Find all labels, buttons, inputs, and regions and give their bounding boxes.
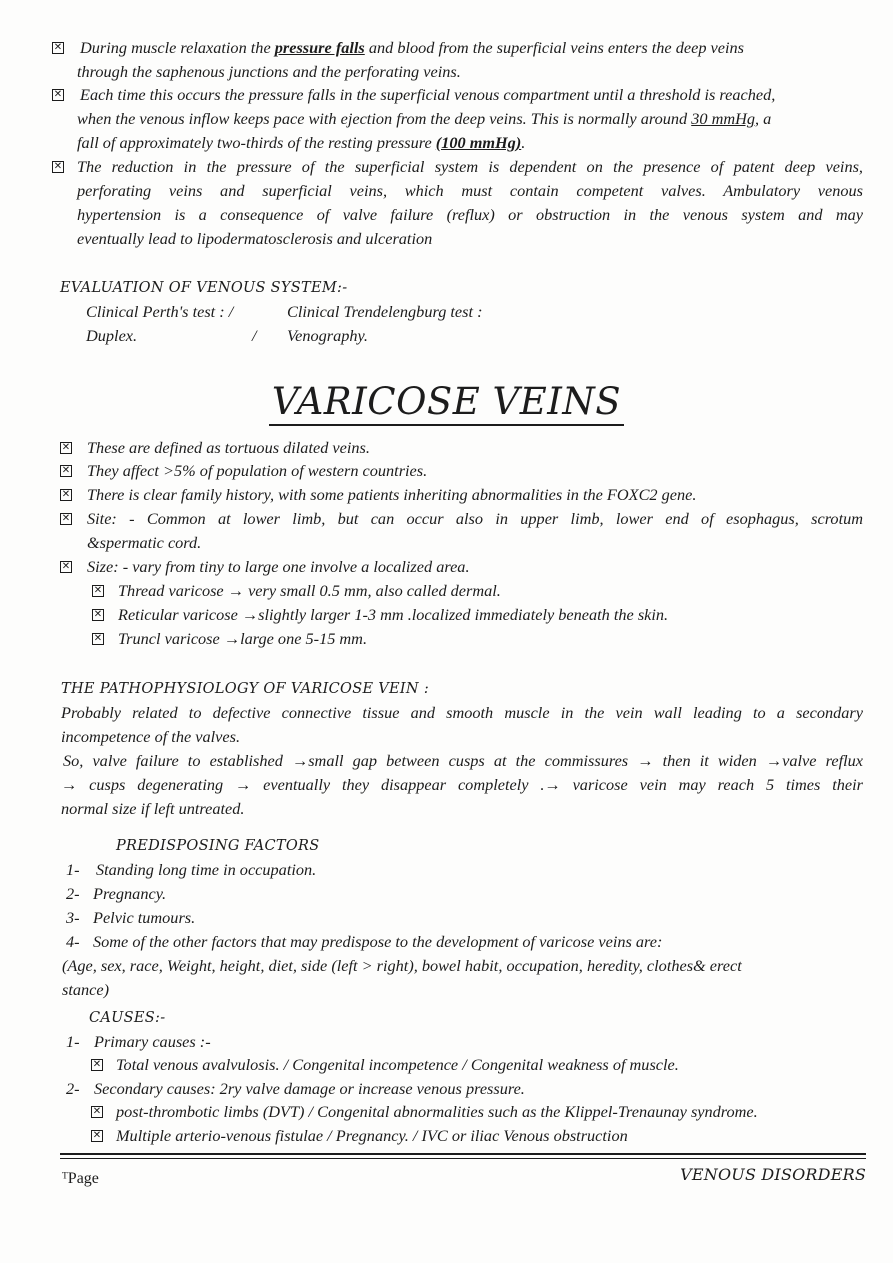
page-title: VARICOSE VEINS — [0, 378, 893, 426]
pressure-value: 30 mmHg — [691, 109, 755, 128]
text-line: eventually lead to lipodermatosclerosis and ulceration — [77, 229, 433, 248]
footer-section-title: VENOUS DISORDERS — [680, 1165, 866, 1184]
eval-item: Duplex. — [86, 326, 138, 345]
sub-list-item: Multiple arterio-venous fistulae / Pregnancy. / IVC or iliac Venous obstruction — [116, 1126, 628, 1145]
checkbox-bullet-icon: ✕ — [92, 1059, 102, 1070]
checkbox-bullet-icon: ✕ — [93, 609, 103, 620]
list-item: Size: - vary from tiny to large one involve a localized area. — [87, 557, 470, 576]
text-line: fall of approximately two-thirds of the resting pressure (100 mmHg). — [77, 133, 526, 152]
list-number: 1- — [66, 1032, 80, 1051]
list-number: 1- — [66, 860, 80, 879]
text-line: when the venous inflow keeps pace with ejection from the deep veins. This is normally around 30 mmHg, a — [77, 109, 772, 128]
list-item: These are defined as tortuous dilated veins. — [87, 438, 370, 457]
paragraph-line: So, valve failure to established →small gap between cusps at the commissures → then it widen →valve reflux — [63, 751, 863, 770]
sub-list-item: Truncl varicose →large one 5-15 mm. — [118, 629, 368, 648]
paragraph-line: stance) — [62, 980, 110, 999]
paragraph-line: → cusps degenerating → eventually they disappear completely .→ varicose vein may reach 5 times their — [61, 775, 863, 794]
eval-separator: / — [252, 326, 257, 345]
checkbox-bullet-icon: ✕ — [53, 161, 63, 172]
footer-rule — [60, 1158, 866, 1159]
text-line: The reduction in the pressure of the superficial system is dependent on the presence of patent deep veins, — [77, 157, 863, 176]
text-line: hypertension is a consequence of valve failure (reflux) or obstruction in the venous system and may — [77, 205, 863, 224]
list-item: Secondary causes: 2ry valve damage or increase venous pressure. — [94, 1079, 525, 1098]
eval-item: Clinical Perth's test : / — [86, 302, 234, 321]
text-line: Each time this occurs the pressure falls in the superficial venous compartment until a threshold is reached, — [80, 85, 776, 104]
sub-list-item: Reticular varicose →slightly larger 1-3 mm .localized immediately beneath the skin. — [118, 605, 669, 624]
list-item: There is clear family history, with some patients inheriting abnormalities in the FOXC2 gene. — [87, 485, 697, 504]
sub-list-item: post-thrombotic limbs (DVT) / Congenital abnormalities such as the Klippel-Trenaunay syndrome. — [116, 1102, 758, 1121]
list-number: 3- — [66, 908, 80, 927]
eval-item: Venography. — [287, 326, 368, 345]
pressure-value: (100 mmHg) — [435, 133, 522, 152]
checkbox-bullet-icon: ✕ — [61, 561, 71, 572]
sub-list-item: Total venous avalvulosis. / Congenital incompetence / Congenital weakness of muscle. — [116, 1055, 679, 1074]
page-number: ᵀPage — [62, 1170, 99, 1187]
checkbox-bullet-icon: ✕ — [61, 489, 71, 500]
checkbox-bullet-icon: ✕ — [92, 1130, 102, 1141]
paragraph-line: Probably related to defective connective tissue and smooth muscle in the vein wall leading to a secondary — [61, 703, 863, 722]
list-item: Primary causes :- — [94, 1032, 211, 1051]
list-item: Site: - Common at lower limb, but can occur also in upper limb, lower end of esophagus, scrotum — [87, 509, 863, 528]
checkbox-bullet-icon: ✕ — [93, 585, 103, 596]
list-item: Standing long time in occupation. — [96, 860, 317, 879]
text-line: perforating veins and superficial veins, which must contain competent valves. Ambulatory venous — [77, 181, 863, 200]
list-item: Pregnancy. — [93, 884, 167, 903]
list-number: 4- — [66, 932, 80, 951]
section-heading: THE PATHOPHYSIOLOGY OF VARICOSE VEIN : — [61, 681, 430, 697]
section-heading: PREDISPOSING FACTORS — [116, 838, 320, 854]
list-item: Pelvic tumours. — [93, 908, 196, 927]
list-item: Some of the other factors that may predispose to the development of varicose veins are: — [93, 932, 663, 951]
checkbox-bullet-icon: ✕ — [61, 442, 71, 453]
section-heading: EVALUATION OF VENOUS SYSTEM:- — [60, 280, 348, 296]
sub-list-item: Thread varicose → very small 0.5 mm, also called dermal. — [118, 581, 501, 600]
checkbox-bullet-icon: ✕ — [61, 513, 71, 524]
list-number: 2- — [66, 884, 80, 903]
paragraph-line: (Age, sex, race, Weight, height, diet, side (left > right), bowel habit, occupation, heredity, clothes& erect — [62, 956, 742, 975]
text-line: through the saphenous junctions and the perforating veins. — [77, 62, 461, 81]
checkbox-bullet-icon: ✕ — [53, 89, 63, 100]
eval-item: Clinical Trendelengburg test : — [287, 302, 483, 321]
checkbox-bullet-icon: ✕ — [53, 42, 63, 53]
list-number: 2- — [66, 1079, 80, 1098]
checkbox-bullet-icon: ✕ — [93, 633, 103, 644]
section-heading: CAUSES:- — [89, 1010, 166, 1026]
paragraph-line: normal size if left untreated. — [61, 799, 245, 818]
paragraph-line: incompetence of the valves. — [61, 727, 241, 746]
footer-rule — [60, 1153, 866, 1155]
emphasis-underlined: pressure falls — [274, 38, 365, 57]
checkbox-bullet-icon: ✕ — [61, 465, 71, 476]
list-item: They affect >5% of population of western countries. — [87, 461, 428, 480]
text-line: During muscle relaxation the pressure falls and blood from the superficial veins enters the deep veins — [80, 38, 744, 57]
list-item-continuation: &spermatic cord. — [87, 533, 202, 552]
checkbox-bullet-icon: ✕ — [92, 1106, 102, 1117]
